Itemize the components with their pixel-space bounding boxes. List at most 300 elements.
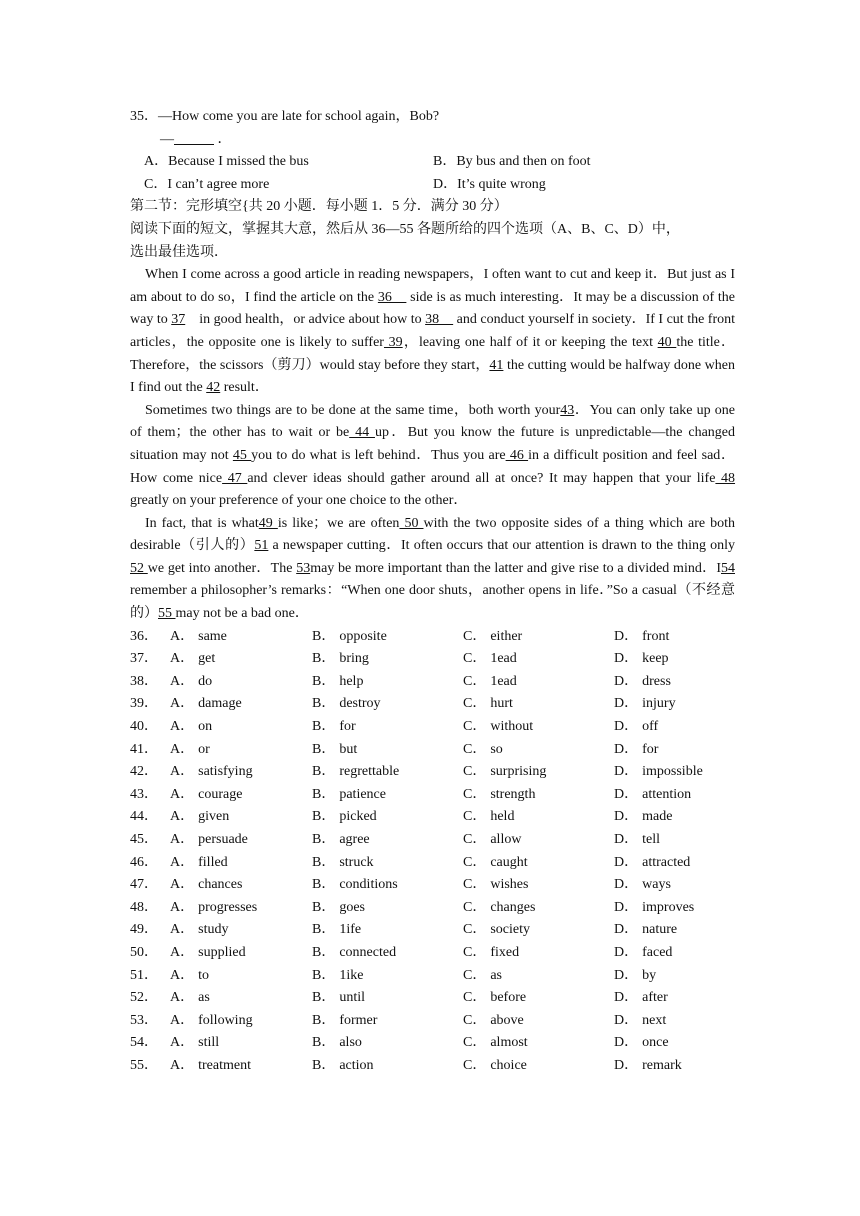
choice-option-a (170, 852, 312, 875)
choice-option-b (312, 626, 463, 649)
choice-letter: C． (463, 628, 487, 644)
choice-row (130, 919, 735, 942)
choice-option-d (614, 919, 734, 942)
choice-text: made (642, 809, 673, 825)
passage-text: ．You can only take up one of them；the other has to wait or be (130, 402, 735, 441)
question-number: 41． (130, 741, 158, 757)
choice-text: 1ead (490, 651, 517, 667)
choice-letter: B． (312, 899, 336, 915)
choice-text: regrettable (339, 764, 400, 780)
choice-option-d (614, 874, 734, 897)
choice-text: dress (642, 673, 671, 689)
choice-letter: D． (614, 628, 639, 644)
choice-row (130, 784, 735, 807)
choice-text: supplied (198, 944, 246, 960)
choice-row (130, 1055, 735, 1078)
choice-row (130, 942, 735, 965)
choice-letter: D． (614, 696, 639, 712)
blank-55: 55 (158, 606, 176, 622)
choice-text: action (339, 1057, 374, 1073)
choice-text: above (490, 1012, 524, 1028)
choice-text: 1ife (339, 922, 362, 938)
choice-letter: C． (463, 832, 487, 847)
choice-letter: B． (312, 967, 336, 983)
choice-row (130, 806, 735, 829)
blank-37: 37 (171, 312, 186, 328)
choice-letter: A． (170, 651, 195, 667)
choice-option-a (170, 806, 312, 829)
choice-text: agree (339, 832, 370, 847)
choice-option-a (170, 987, 312, 1010)
passage-text: in good health，or advice about how to (185, 312, 426, 328)
question-number: 42． (130, 764, 158, 780)
choice-letter: C． (463, 854, 487, 870)
choice-text: patience (339, 786, 386, 802)
choice-row (130, 1032, 735, 1055)
choice-option-d (614, 852, 734, 875)
answer-choices-list (130, 626, 735, 1078)
blank-47: 47 (222, 470, 248, 486)
choice-text: so (490, 741, 503, 757)
choice-text: tell (642, 832, 661, 847)
choice-text: or (198, 741, 210, 757)
choice-text: get (198, 651, 216, 667)
choice-letter: B． (312, 719, 336, 735)
choice-option-d (614, 965, 734, 988)
choice-option-d (614, 648, 734, 671)
choice-option-d (614, 1010, 734, 1033)
choice-text: impossible (642, 764, 703, 780)
choice-option-c (463, 716, 614, 739)
passage-text: result． (220, 380, 269, 396)
choice-letter: C． (463, 1012, 487, 1028)
question-number: 40． (130, 719, 158, 735)
choice-option-d (614, 693, 734, 716)
choice-option-c (463, 806, 614, 829)
passage-text: the title．Therefore，the scissors（剪刀）would stay before they start， (130, 334, 736, 373)
choice-text: former (339, 1012, 378, 1028)
choice-text: study (198, 922, 229, 938)
choice-letter: D． (614, 990, 639, 1006)
passage-text: is like；we are often (277, 515, 400, 531)
choice-text: either (490, 628, 523, 644)
blank-41: 41 (489, 357, 504, 373)
choice-letter: B． (312, 628, 336, 644)
choice-option-b (312, 1032, 463, 1055)
choice-letter: C． (463, 1035, 487, 1051)
choice-option-c (463, 965, 614, 988)
choice-row (130, 897, 735, 920)
passage-text: we get into another．The (147, 560, 297, 576)
choice-text: as (198, 990, 210, 1006)
passage-text: remember a philosopher’s remarks：“When one door shuts，another opens in life．”So a casual（不经意的） (130, 583, 735, 622)
choice-text: damage (198, 696, 242, 712)
question-number: 46． (130, 854, 158, 870)
choice-letter: B． (312, 696, 336, 712)
choice-text: 1ike (339, 967, 364, 983)
choice-letter: D． (614, 877, 639, 893)
choice-text: ways (642, 877, 671, 893)
question-number: 53． (130, 1012, 158, 1028)
passage-paragraph-2 (130, 400, 735, 513)
choice-option-b (312, 852, 463, 875)
choice-option-c (463, 874, 614, 897)
choice-option-a (170, 829, 312, 852)
choice-option-c (463, 739, 614, 762)
blank-39: 39 (383, 334, 403, 350)
choice-letter: B． (312, 877, 336, 893)
choice-option-c (463, 919, 614, 942)
choice-option-d (614, 671, 734, 694)
passage-text: may be more important than the latter and give rise to a divided mind．I (310, 560, 721, 576)
question-number: 54． (130, 1035, 158, 1051)
choice-letter: C． (463, 741, 487, 757)
passage-text: greatly on your preference of your one choice to the other． (130, 493, 468, 509)
choice-letter: A． (170, 719, 195, 735)
choice-option-c (463, 829, 614, 852)
passage-text: in a difficult position and feel sad．How come nice (130, 447, 736, 486)
choice-text: caught (490, 854, 528, 870)
choice-option-c (463, 784, 614, 807)
choice-letter: A． (170, 673, 195, 689)
choice-letter: B． (312, 673, 336, 689)
choice-option-c (463, 1032, 614, 1055)
choice-letter: D． (614, 651, 639, 667)
choice-option-c (463, 671, 614, 694)
choice-option-b (312, 693, 463, 716)
choice-letter: A． (170, 922, 195, 938)
choice-letter: C． (463, 719, 487, 735)
choice-text: attention (642, 786, 692, 802)
choice-text: filled (198, 854, 228, 870)
choice-text: connected (339, 944, 397, 960)
passage-text: and clever ideas should gather around all at once? It may happen that your life (247, 470, 716, 486)
choice-text: progresses (198, 899, 258, 915)
choice-letter: A． (170, 696, 195, 712)
question-number: 45． (130, 832, 158, 847)
passage-text: a newspaper cutting．It often occurs that our attention is drawn to the thing only (268, 538, 735, 554)
choice-option-a (170, 648, 312, 671)
choice-text: goes (339, 899, 366, 915)
choice-text: injury (642, 696, 676, 712)
choice-text: after (642, 990, 668, 1006)
choice-letter: D． (614, 1057, 639, 1073)
choice-option-a (170, 671, 312, 694)
choice-letter: D． (614, 944, 639, 960)
choice-option-c (463, 1010, 614, 1033)
choice-text: destroy (339, 696, 381, 712)
choice-text: still (198, 1035, 220, 1051)
passage-text: you to do what is left behind．Thus you are (251, 447, 506, 463)
choice-option-d (614, 784, 734, 807)
choice-letter: A． (170, 877, 195, 893)
choice-letter: C． (463, 651, 487, 667)
choice-option-b (312, 874, 463, 897)
blank-49: 49 (258, 515, 278, 531)
choice-letter: C． (463, 764, 487, 780)
blank-38: 38 (425, 312, 454, 328)
passage-text: and conduct yourself in society．If I cut the front articles，the opposite one is likely to suffer (130, 312, 736, 350)
blank-54: 54 (721, 560, 735, 576)
choice-letter: D． (614, 832, 639, 847)
choice-option-c (463, 693, 614, 716)
choice-option-b (312, 1010, 463, 1033)
choice-letter: A． (170, 899, 195, 915)
choice-option-b (312, 784, 463, 807)
choice-option-a (170, 897, 312, 920)
choice-row (130, 648, 735, 671)
choice-text: until (339, 990, 366, 1006)
choice-text: society (490, 922, 530, 938)
choice-text: by (642, 967, 657, 983)
choice-option-a (170, 716, 312, 739)
choice-letter: D． (614, 786, 639, 802)
choice-option-b (312, 671, 463, 694)
choice-text: allow (490, 832, 522, 847)
choice-text: do (198, 673, 213, 689)
question-number: 55． (130, 1057, 158, 1073)
choice-option-d (614, 987, 734, 1010)
choice-text: to (198, 967, 210, 983)
choice-letter: B． (312, 651, 336, 667)
choice-letter: A． (170, 1012, 195, 1028)
passage-text: the cutting would be halfway done when I find out the (130, 357, 736, 396)
choice-letter: D． (614, 854, 639, 870)
choice-letter: B． (312, 764, 336, 780)
choice-letter: A． (170, 809, 195, 825)
choice-text: keep (642, 651, 669, 667)
choice-row (130, 965, 735, 988)
blank-45: 45 (232, 447, 252, 463)
choice-text: also (339, 1035, 362, 1051)
choice-letter: A． (170, 967, 195, 983)
choice-text: hurt (490, 696, 513, 712)
choice-letter: C． (463, 696, 487, 712)
choice-letter: B． (312, 922, 336, 938)
choice-letter: B． (312, 1012, 336, 1028)
choice-option-a (170, 919, 312, 942)
choice-text: without (490, 719, 534, 735)
blank-52: 52 (130, 560, 148, 576)
choice-row (130, 1010, 735, 1033)
choice-option-b (312, 761, 463, 784)
section-instruction: 阅读下面的短文，掌握其大意，然后从 36—55 各题所给的四个选项（A、B、C、D）中， (130, 221, 680, 237)
choice-letter: D． (614, 899, 639, 915)
choice-text: off (642, 719, 659, 735)
choice-letter: D． (614, 809, 639, 825)
passage-text: Sometimes two things are to be done at the same time，both worth your (145, 402, 561, 418)
choice-letter: A． (170, 741, 195, 757)
choice-text: fixed (490, 944, 520, 960)
option-b: B．By bus and then on foot (433, 154, 591, 170)
choice-row (130, 829, 735, 852)
choice-text: choice (490, 1057, 527, 1073)
choice-option-a (170, 965, 312, 988)
choice-text: picked (339, 809, 377, 825)
choice-letter: C． (463, 922, 487, 938)
choice-option-b (312, 965, 463, 988)
choice-option-b (312, 897, 463, 920)
passage-paragraph-1 (130, 264, 735, 400)
choice-text: persuade (198, 832, 248, 847)
choice-option-d (614, 1032, 734, 1055)
choice-text: following (198, 1012, 253, 1028)
choice-text: on (198, 719, 213, 735)
choice-option-c (463, 987, 614, 1010)
choice-letter: A． (170, 1035, 195, 1051)
choice-letter: B． (312, 854, 336, 870)
choice-text: but (339, 741, 358, 757)
choice-option-a (170, 739, 312, 762)
option-a: A．Because I missed the bus (144, 154, 309, 170)
choice-text: wishes (490, 877, 529, 893)
choice-text: bring (339, 651, 369, 667)
choice-row (130, 716, 735, 739)
choice-option-b (312, 987, 463, 1010)
choice-option-c (463, 626, 614, 649)
question-number: 51． (130, 967, 158, 983)
choice-letter: D． (614, 673, 639, 689)
choice-option-a (170, 626, 312, 649)
choice-text: before (490, 990, 527, 1006)
choice-text: 1ead (490, 673, 517, 689)
choice-letter: D． (614, 1035, 639, 1051)
choice-option-c (463, 648, 614, 671)
blank-42: 42 (206, 380, 221, 396)
choice-text: once (642, 1035, 669, 1051)
choice-option-a (170, 942, 312, 965)
choice-text: same (198, 628, 227, 644)
choice-option-a (170, 1055, 312, 1078)
choice-text: as (490, 967, 503, 983)
choice-letter: C． (463, 877, 487, 893)
passage-text: may not be a bad one． (175, 606, 309, 622)
blank-46: 46 (505, 447, 529, 463)
choice-text: satisfying (198, 764, 253, 780)
choice-letter: C． (463, 990, 487, 1006)
choice-option-b (312, 648, 463, 671)
choice-option-b (312, 806, 463, 829)
choice-text: held (490, 809, 515, 825)
choice-letter: C． (463, 967, 487, 983)
choice-row (130, 693, 735, 716)
choice-text: opposite (339, 628, 387, 644)
choice-option-a (170, 874, 312, 897)
choice-option-b (312, 919, 463, 942)
passage-text: When I come across a good article in reading newspapers，I often want to cut and keep it．But just as I am about to do so，I find the article on the (130, 267, 735, 305)
choice-text: almost (490, 1035, 528, 1051)
choice-option-c (463, 942, 614, 965)
choice-option-a (170, 784, 312, 807)
choice-text: conditions (339, 877, 398, 893)
choice-text: for (642, 741, 659, 757)
choice-letter: B． (312, 1035, 336, 1051)
choice-letter: C． (463, 944, 487, 960)
choice-option-d (614, 1055, 734, 1078)
blank-40: 40 (657, 334, 677, 350)
section-title: 第二节：完形填空{共 20 小题．每小题 1．5 分．满分 30 分） (130, 199, 508, 215)
blank-36: 36 (377, 289, 407, 305)
choice-option-d (614, 806, 734, 829)
question-number: 43． (130, 786, 158, 802)
choice-letter: D． (614, 1012, 639, 1028)
passage-paragraph-3 (130, 513, 735, 626)
cloze-passage (130, 264, 735, 626)
choice-letter: A． (170, 944, 195, 960)
question-number: 47． (130, 877, 158, 893)
question-number: 52． (130, 990, 158, 1006)
question-number: 50． (130, 944, 158, 960)
choice-row (130, 852, 735, 875)
choice-letter: A． (170, 990, 195, 1006)
choice-letter: A． (170, 764, 195, 780)
choice-letter: C． (463, 809, 487, 825)
question-35-answer-line (130, 129, 735, 152)
choice-letter: A． (170, 628, 195, 644)
passage-text: up．But you know the future is unpredictable—the changed situation may not (130, 425, 736, 463)
choice-option-c (463, 852, 614, 875)
passage-text: side is as much interesting．It may be a discussion of the way to (130, 289, 735, 328)
choice-option-d (614, 739, 734, 762)
choice-option-b (312, 716, 463, 739)
question-number: 39． (130, 696, 158, 712)
section-instruction-continued: 选出最佳选项． (130, 244, 228, 260)
passage-text: In fact, that is what (145, 515, 259, 531)
question-number: 44． (130, 809, 158, 825)
choice-option-a (170, 761, 312, 784)
answer-blank (174, 130, 214, 145)
choice-row (130, 761, 735, 784)
question-number: 36． (130, 628, 158, 644)
answer-dash: — (160, 131, 174, 147)
choice-option-b (312, 942, 463, 965)
blank-50: 50 (399, 515, 424, 531)
choice-letter: B． (312, 990, 336, 1006)
choice-row (130, 987, 735, 1010)
document-page (130, 106, 735, 1078)
choice-text: chances (198, 877, 243, 893)
question-35-stem: 35．—How come you are late for school again，Bob? (130, 109, 440, 124)
blank-44: 44 (349, 425, 375, 441)
choice-letter: B． (312, 944, 336, 960)
choice-text: for (339, 719, 356, 735)
choice-text: next (642, 1012, 667, 1028)
choice-letter: B． (312, 832, 336, 847)
choice-text: strength (490, 786, 536, 802)
choice-option-a (170, 1010, 312, 1033)
choice-option-a (170, 693, 312, 716)
choice-text: changes (490, 899, 536, 915)
choice-letter: D． (614, 764, 639, 780)
choice-letter: A． (170, 786, 195, 802)
choice-option-d (614, 626, 734, 649)
question-number: 49． (130, 922, 158, 938)
choice-letter: B． (312, 786, 336, 802)
choice-option-d (614, 829, 734, 852)
choice-letter: D． (614, 741, 639, 757)
choice-letter: B． (312, 1057, 336, 1073)
choice-option-b (312, 1055, 463, 1078)
choice-text: nature (642, 922, 678, 938)
choice-letter: A． (170, 832, 195, 847)
choice-option-a (170, 1032, 312, 1055)
choice-option-c (463, 761, 614, 784)
choice-row (130, 739, 735, 762)
question-35-options-row-1 (130, 151, 735, 174)
choice-text: help (339, 673, 364, 689)
choice-option-b (312, 739, 463, 762)
choice-text: faced (642, 944, 673, 960)
